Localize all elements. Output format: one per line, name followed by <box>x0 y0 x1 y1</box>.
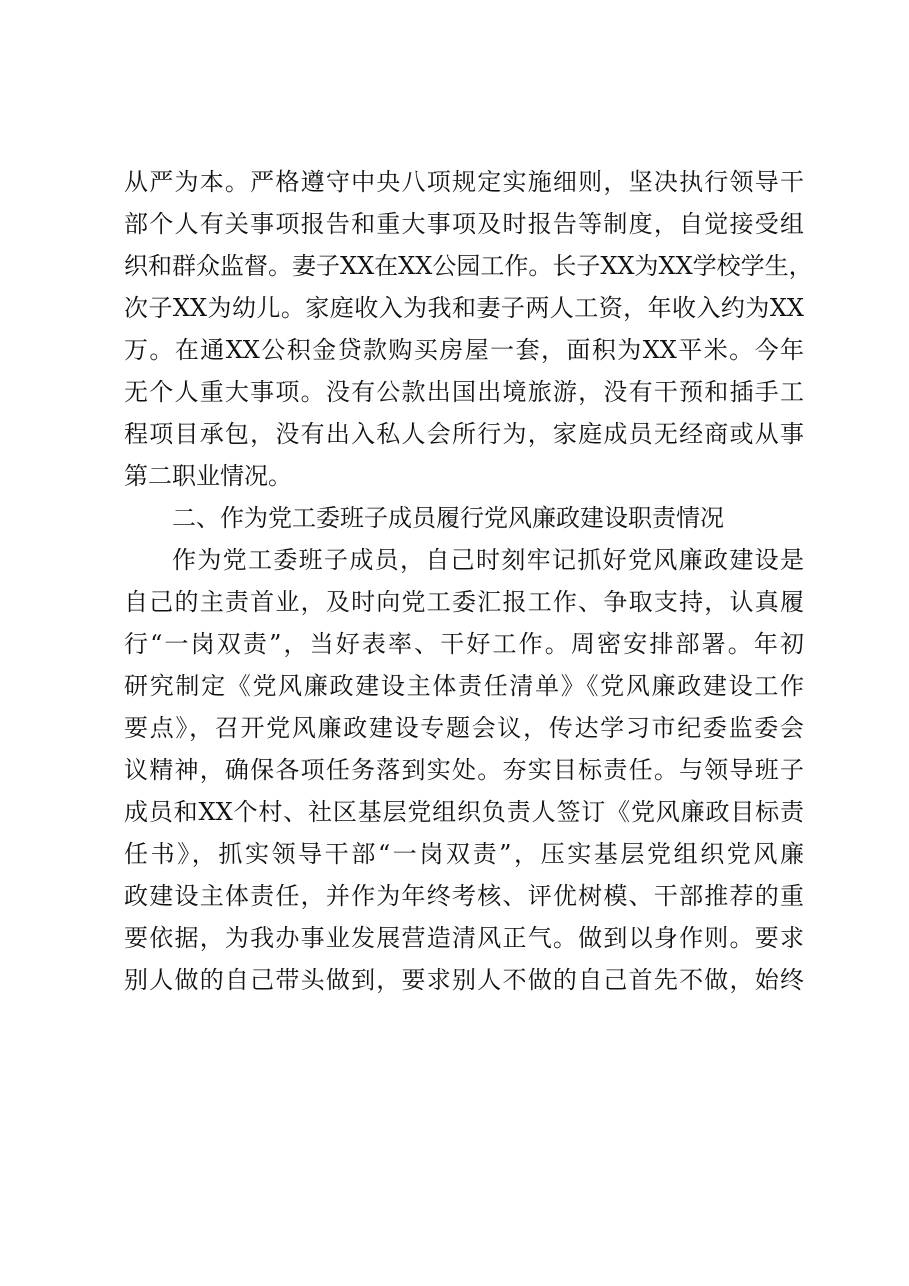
text-line: 程项目承包，没有出入私人会所行为，家庭成员无经商或从事 <box>124 420 804 448</box>
text-line: 政建设主体责任，并作为年终考核、评优树模、干部推荐的重 <box>124 882 804 910</box>
text-line: 从严为本。严格遵守中央八项规定实施细则，坚决执行领导干 <box>124 168 804 196</box>
paragraph-duty-performance <box>124 539 804 1001</box>
text-line: 要依据，为我办事业发展营造清风正气。做到以身作则。要求 <box>124 924 804 952</box>
text-line: 成员和XX个村、社区基层党组织负责人签订《党风廉政目标责 <box>124 798 804 826</box>
text-line: 任书》，抓实领导干部“一岗双责”，压实基层党组织党风廉 <box>124 840 804 868</box>
text-line: 织和群众监督。妻子XX在XX公园工作。长子XX为XX学校学生， <box>124 252 813 280</box>
section-heading: 二、作为党工委班子成员履行党风廉政建设职责情况 <box>172 504 724 532</box>
text-line: 次子XX为幼儿。家庭收入为我和妻子两人工资，年收入约为XX <box>124 294 804 322</box>
text-line: 无个人重大事项。没有公款出国出境旅游，没有干预和插手工 <box>124 378 804 406</box>
text-line: 别人做的自己带头做到，要求别人不做的自己首先不做，始终 <box>124 966 804 994</box>
paragraph-personal-affairs <box>124 161 813 497</box>
text-line: 万。在通XX公积金贷款购买房屋一套，面积为XX平米。今年 <box>124 336 804 364</box>
document-body <box>124 161 813 1001</box>
text-line: 自己的主责首业，及时向党工委汇报工作、争取支持，认真履 <box>124 588 804 616</box>
text-line: 要点》，召开党风廉政建设专题会议，传达学习市纪委监委会 <box>124 714 804 742</box>
text-line: 第二职业情况。 <box>124 462 292 490</box>
text-line: 研究制定《党风廉政建设主体责任清单》《党风廉政建设工作 <box>124 672 804 700</box>
text-line: 部个人有关事项报告和重大事项及时报告等制度，自觉接受组 <box>124 210 804 238</box>
text-line: 行“一岗双责”，当好表率、干好工作。周密安排部署。年初 <box>124 630 804 658</box>
text-line: 作为党工委班子成员，自己时刻牢记抓好党风廉政建设是 <box>172 546 804 574</box>
text-line: 议精神，确保各项任务落到实处。夯实目标责任。与领导班子 <box>124 756 804 784</box>
